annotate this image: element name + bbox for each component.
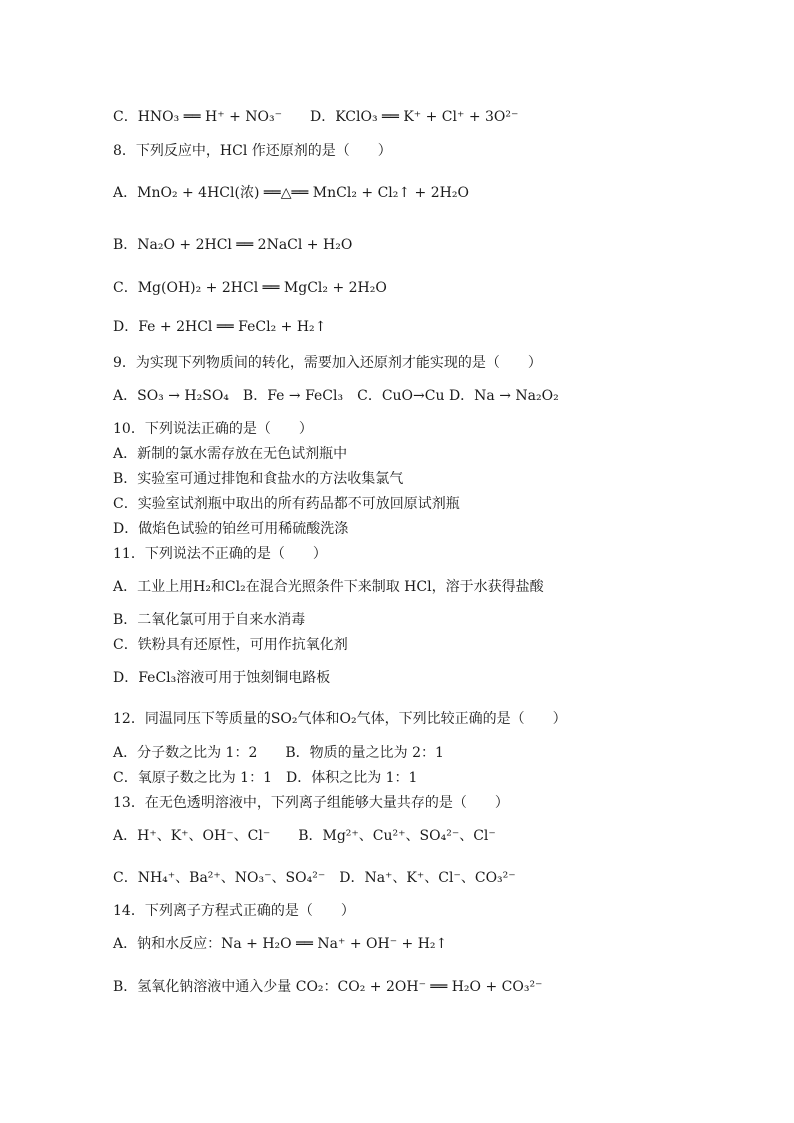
q8-option-a: A．MnO₂ + 4HCl(浓) ══△══ MnCl₂ + Cl₂↑ + 2H₂O xyxy=(113,185,469,201)
q12-options-cd: C．氧原子数之比为 1：1 D．体积之比为 1：1 xyxy=(113,770,418,786)
q8-option-c: C．Mg(OH)₂ + 2HCl ══ MgCl₂ + 2H₂O xyxy=(113,280,387,296)
q10-option-b: B．实验室可通过排饱和食盐水的方法收集氯气 xyxy=(113,471,404,487)
q9-stem: 9．为实现下列物质间的转化，需要加入还原剂才能实现的是（ ） xyxy=(113,355,542,371)
q9-options: A．SO₃ → H₂SO₄ B．Fe → FeCl₃ C．CuO→Cu D．Na → Na₂O₂ xyxy=(113,388,559,404)
q8-stem: 8．下列反应中，HCl 作还原剂的是（ ） xyxy=(113,143,392,159)
q14-option-b: B．氢氧化钠溶液中通入少量 CO₂：CO₂ + 2OH⁻ ══ H₂O + CO₃²⁻ xyxy=(113,979,543,995)
q13-options-ab: A．H⁺、K⁺、OH⁻、Cl⁻ B．Mg²⁺、Cu²⁺、SO₄²⁻、Cl⁻ xyxy=(113,828,496,844)
q11-option-b: B．二氧化氯可用于自来水消毒 xyxy=(113,612,306,628)
q12-options-ab: A．分子数之比为 1：2 B．物质的量之比为 2：1 xyxy=(113,745,444,761)
q11-option-a: A．工业上用H₂和Cl₂在混合光照条件下来制取 HCl，溶于水获得盐酸 xyxy=(113,579,544,595)
q8-option-d: D．Fe + 2HCl ══ FeCl₂ + H₂↑ xyxy=(113,319,327,335)
q12-stem: 12．同温同压下等质量的SO₂气体和O₂气体，下列比较正确的是（ ） xyxy=(113,711,567,727)
q13-options-cd: C．NH₄⁺、Ba²⁺、NO₃⁻、SO₄²⁻ D．Na⁺、K⁺、Cl⁻、CO₃²⁻ xyxy=(113,870,516,886)
q7-options-cd: C．HNO₃ ══ H⁺ + NO₃⁻ D．KClO₃ ══ K⁺ + Cl⁺ + 3O²⁻ xyxy=(113,109,519,125)
q8-option-b: B．Na₂O + 2HCl ══ 2NaCl + H₂O xyxy=(113,237,353,253)
q11-option-c: C．铁粉具有还原性，可用作抗氧化剂 xyxy=(113,637,348,653)
q10-option-d: D．做焰色试验的铂丝可用稀硫酸洗涤 xyxy=(113,521,349,537)
q10-option-a: A．新制的氯水需存放在无色试剂瓶中 xyxy=(113,446,348,462)
q10-stem: 10．下列说法正确的是（ ） xyxy=(113,421,313,437)
q13-stem: 13．在无色透明溶液中，下列离子组能够大量共存的是（ ） xyxy=(113,795,509,811)
q14-option-a: A．钠和水反应：Na + H₂O ══ Na⁺ + OH⁻ + H₂↑ xyxy=(113,936,448,952)
q10-option-c: C．实验室试剂瓶中取出的所有药品都不可放回原试剂瓶 xyxy=(113,496,460,512)
q11-stem: 11．下列说法不正确的是（ ） xyxy=(113,546,327,562)
q14-stem: 14．下列离子方程式正确的是（ ） xyxy=(113,903,355,919)
q11-option-d: D．FeCl₃溶液可用于蚀刻铜电路板 xyxy=(113,670,331,686)
